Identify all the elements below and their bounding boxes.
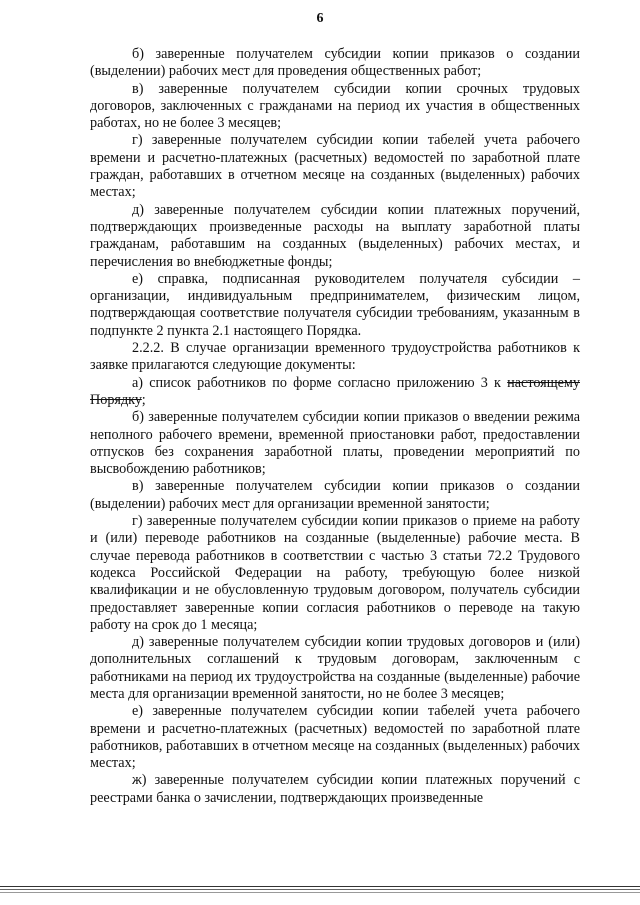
struck-text: настоящему Порядку	[90, 374, 580, 408]
paragraph-2v: в) заверенные получателем субсидии копии приказов о создании (выделении) рабочих мест для организации временной занятости;	[90, 478, 580, 512]
scan-edge-line	[0, 892, 640, 893]
paragraph-2g: г) заверенные получателем субсидии копии приказов о приеме на работу и (или) переводе работников на созданные (выделенные) рабочие места. В случае перевода работников в соответствии с частью 3 статьи 72.2 Трудового кодекса Российской Федерации на работу, требующую более низкой квалификации и не обусловленную трудовым договором, получатель субсидии предоставляет заверенные копии согласия работников о переводе на такую работу на срок до 1 месяца;	[90, 513, 580, 633]
paragraph-2-2-2: 2.2.2. В случае организации временного трудоустройства работников к заявке прилагаются следующие документы:	[90, 340, 580, 374]
scan-edge-line	[0, 889, 640, 890]
paragraph-1g: г) заверенные получателем субсидии копии табелей учета рабочего времени и расчетно-платежных (расчетных) ведомостей по заработной плате граждан, работавших в отчетном месяце на созданных (выделенных) рабочих местах;	[90, 132, 580, 201]
scan-edge-line	[0, 886, 640, 887]
paragraph-2zh: ж) заверенные получателем субсидии копии платежных поручений с реестрами банка о зачислении, подтверждающих произведенные	[90, 772, 580, 806]
paragraph-1e: е) справка, подписанная руководителем получателя субсидии – организации, индивидуальным предпринимателем, физическим лицом, подтверждающая соответствие получателя субсидии требованиям, указанным в подпункте 2 пункта 2.1 настоящего Порядка.	[90, 270, 580, 339]
paragraph-2a-text: а) список работников по форме согласно приложению 3 к	[132, 374, 508, 391]
page-number: 6	[316, 11, 324, 26]
paragraph-2b: б) заверенные получателем субсидии копии приказов о введении режима неполного рабочего времени, временной приостановки работ, предоставлении отпусков без сохранения заработной платы, проведении мероприятий по высвобождению работников;	[90, 409, 580, 478]
document-body	[90, 46, 580, 807]
paragraph-2e: е) заверенные получателем субсидии копии табелей учета рабочего времени и расчетно-платежных (расчетных) ведомостей по заработной плате работников, работавших в отчетном месяце на созданных (выделенных) рабочих местах;	[90, 703, 580, 772]
paragraph-1d: д) заверенные получателем субсидии копии платежных поручений, подтверждающих произведенные расходы на выплату заработной платы гражданам, работавшим на созданных (выделенных) рабочих местах, и перечисления во внебюджетные фонды;	[90, 201, 580, 270]
paragraph-2d: д) заверенные получателем субсидии копии трудовых договоров и (или) дополнительных соглашений к трудовым договорам, заключенным с работниками на период их трудоустройства на созданные (выделенные) рабочие места для организации временной занятости, но не более 3 месяцев;	[90, 634, 580, 702]
paragraph-2a-end: ;	[141, 391, 146, 408]
paragraph-1b: б) заверенные получателем субсидии копии приказов о создании (выделении) рабочих мест для проведения общественных работ;	[90, 46, 580, 80]
paragraph-2a	[90, 375, 580, 410]
paragraph-1v: в) заверенные получателем субсидии копии срочных трудовых договоров, заключенных с гражданами на период их участия в общественных работах, но не более 3 месяцев;	[90, 80, 580, 132]
